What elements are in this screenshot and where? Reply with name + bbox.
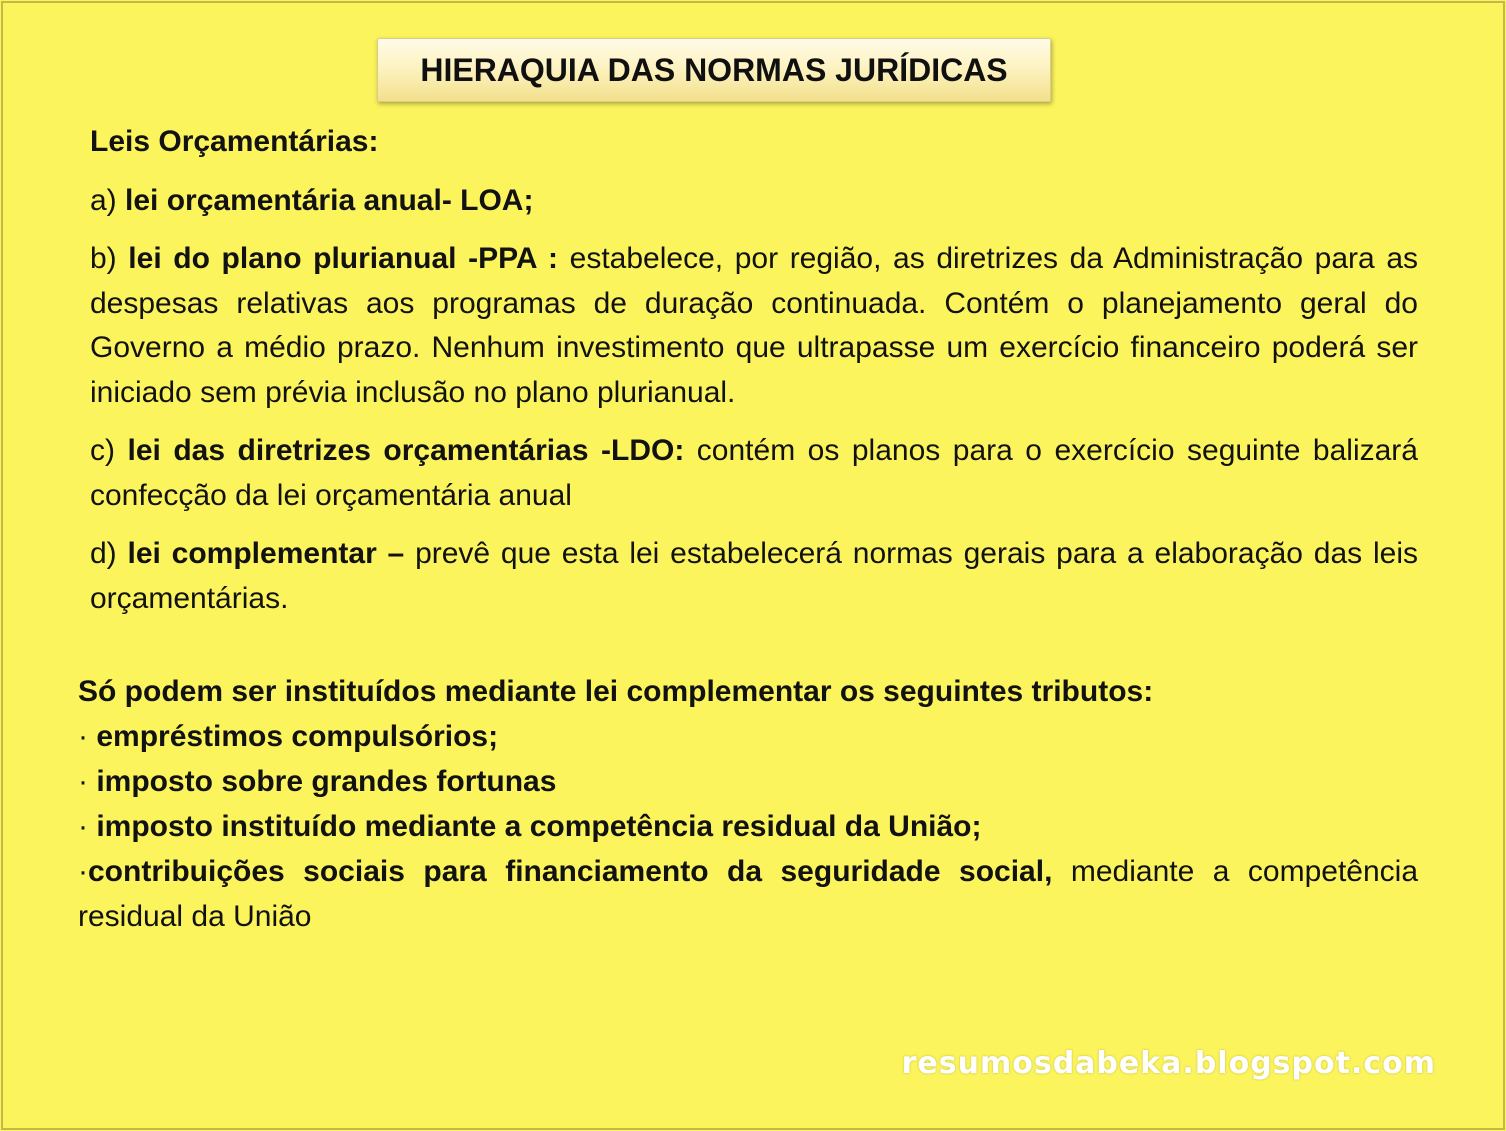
- tribute-name: contribuições sociais para financiamento da seguridade social,: [88, 855, 1053, 888]
- bullet-marker: ·: [78, 720, 97, 753]
- budget-laws-section: [90, 120, 1418, 635]
- tributes-section: [78, 669, 1418, 939]
- bullet-marker: ·: [78, 855, 88, 888]
- law-item-name: lei das diretrizes orçamentárias -LDO:: [127, 434, 685, 467]
- tribute-description: mediante a competência residual da União: [78, 855, 1418, 933]
- tribute-name: imposto sobre grandes fortunas: [96, 765, 557, 798]
- law-item-prefix: c): [90, 434, 128, 467]
- page-title: HIERAQUIA DAS NORMAS JURÍDICAS: [420, 51, 1008, 88]
- law-item-name: lei orçamentária anual- LOA;: [125, 183, 534, 217]
- law-item-complementar: [90, 532, 1418, 621]
- law-item-prefix: a): [90, 183, 126, 217]
- title-box: [377, 38, 1051, 102]
- law-item-prefix: b): [90, 242, 129, 275]
- bullet-marker: ·: [78, 810, 97, 843]
- law-item-loa: [90, 179, 1418, 224]
- tribute-bullet: [78, 714, 1418, 759]
- law-item-name: lei complementar –: [127, 537, 405, 570]
- tribute-bullet: [78, 849, 1418, 939]
- watermark-text: resumosdabeka.blogspot.com: [901, 1046, 1436, 1081]
- budget-laws-heading: Leis Orçamentárias:: [90, 125, 379, 158]
- tribute-name: empréstimos compulsórios;: [96, 720, 499, 753]
- law-item-description: contém os planos para o exercício seguinte balizará confecção da lei orçamentária anual: [90, 434, 1418, 512]
- bullet-marker: ·: [78, 765, 97, 798]
- law-item-ppa: [90, 237, 1418, 415]
- tribute-bullet: [78, 759, 1418, 804]
- law-item-description: estabelece, por região, as diretrizes da Administração para as despesas relativas aos programas de duração continuada. Contém o planejamento geral do Governo a médio prazo. Nenhum investimento que ultrapasse um exercício financeiro poderá ser iniciado sem prévia inclusão no plano plurianual.: [90, 242, 1418, 409]
- law-item-prefix: d): [90, 537, 128, 570]
- tribute-bullet: [78, 804, 1418, 849]
- law-item-description: prevê que esta lei estabelecerá normas gerais para a elaboração das leis orçamentárias.: [90, 537, 1418, 615]
- law-item-name: lei do plano plurianual -PPA :: [128, 242, 559, 275]
- tribute-name: imposto instituído mediante a competência residual da União;: [96, 810, 982, 843]
- tributes-heading: Só podem ser instituídos mediante lei complementar os seguintes tributos:: [78, 675, 1154, 708]
- law-item-ldo: [90, 429, 1418, 518]
